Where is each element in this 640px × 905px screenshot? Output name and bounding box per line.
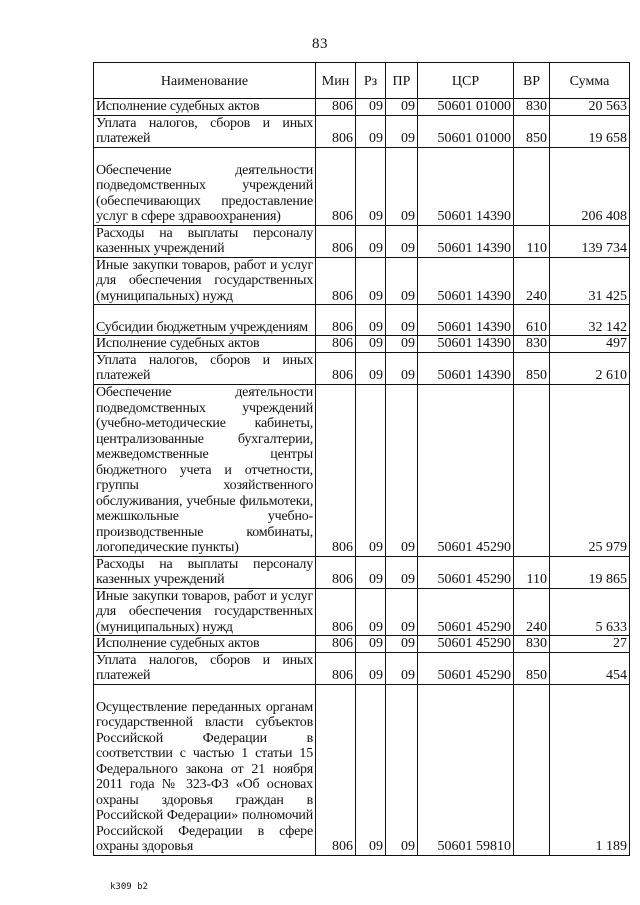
cell-name: Уплата налогов, сборов и иных платежей (94, 115, 316, 147)
cell-rz: 09 (356, 684, 386, 855)
cell-pr: 09 (386, 684, 418, 855)
table-row (94, 556, 630, 588)
table-row (94, 588, 630, 636)
cell-csr: 50601 01000 (418, 99, 514, 116)
cell-csr: 50601 14390 (418, 352, 514, 384)
header-rz: Рз (356, 63, 386, 99)
cell-rz: 09 (356, 305, 386, 336)
cell-vr (514, 684, 550, 855)
cell-rz: 09 (356, 147, 386, 225)
cell-csr: 50601 14390 (418, 225, 514, 257)
cell-rz: 09 (356, 225, 386, 257)
cell-vr: 610 (514, 305, 550, 336)
cell-rz: 09 (356, 99, 386, 116)
budget-table (93, 62, 630, 856)
cell-pr: 09 (386, 305, 418, 336)
cell-pr: 09 (386, 556, 418, 588)
cell-sum: 19 658 (550, 115, 630, 147)
cell-rz: 09 (356, 588, 386, 636)
cell-min: 806 (316, 684, 356, 855)
cell-min: 806 (316, 147, 356, 225)
cell-name: Исполнение судебных актов (94, 99, 316, 116)
cell-sum: 206 408 (550, 147, 630, 225)
table-row (94, 225, 630, 257)
cell-vr (514, 147, 550, 225)
header-min: Мин (316, 63, 356, 99)
cell-rz: 09 (356, 336, 386, 353)
header-name: Наименование (94, 63, 316, 99)
header-csr: ЦСР (418, 63, 514, 99)
header-sum: Сумма (550, 63, 630, 99)
cell-rz: 09 (356, 556, 386, 588)
cell-csr: 50601 45290 (418, 384, 514, 556)
cell-pr: 09 (386, 652, 418, 684)
cell-name: Исполнение судебных актов (94, 336, 316, 353)
cell-vr: 830 (514, 99, 550, 116)
cell-min: 806 (316, 352, 356, 384)
cell-rz: 09 (356, 115, 386, 147)
cell-vr: 830 (514, 336, 550, 353)
table-row (94, 305, 630, 336)
cell-sum: 1 189 (550, 684, 630, 855)
cell-vr: 110 (514, 556, 550, 588)
cell-pr: 09 (386, 257, 418, 305)
cell-min: 806 (316, 115, 356, 147)
cell-sum: 25 979 (550, 384, 630, 556)
cell-name: Субсидии бюджетным учреждениям (94, 305, 316, 336)
cell-name: Обеспечение деятельности подведомственных учреждений (обеспечивающих предоставление услуг в сфере здравоохранения) (94, 147, 316, 225)
cell-rz: 09 (356, 384, 386, 556)
cell-csr: 50601 45290 (418, 636, 514, 653)
cell-sum: 31 425 (550, 257, 630, 305)
cell-min: 806 (316, 588, 356, 636)
table-row (94, 684, 630, 855)
cell-min: 806 (316, 652, 356, 684)
cell-rz: 09 (356, 257, 386, 305)
cell-vr (514, 384, 550, 556)
cell-name: Исполнение судебных актов (94, 636, 316, 653)
cell-sum: 497 (550, 336, 630, 353)
table-row (94, 652, 630, 684)
cell-rz: 09 (356, 652, 386, 684)
cell-pr: 09 (386, 225, 418, 257)
cell-pr: 09 (386, 336, 418, 353)
cell-min: 806 (316, 257, 356, 305)
cell-sum: 20 563 (550, 99, 630, 116)
header-vr: ВР (514, 63, 550, 99)
cell-name: Осуществление переданных органам государственной власти субъектов Российской Федерации в соответствии с частью 1 статьи 15 Федерального закона от 21 ноября 2011 года № 323-ФЗ «Об основах охраны здоровья граждан в Российской Федерации» полномочий Российской Федерации в сфере охраны здоровья (94, 684, 316, 855)
cell-pr: 09 (386, 115, 418, 147)
cell-sum: 32 142 (550, 305, 630, 336)
cell-min: 806 (316, 556, 356, 588)
table-row (94, 99, 630, 116)
cell-vr: 240 (514, 588, 550, 636)
cell-min: 806 (316, 336, 356, 353)
table-row (94, 384, 630, 556)
cell-vr: 850 (514, 115, 550, 147)
cell-min: 806 (316, 636, 356, 653)
cell-name: Иные закупки товаров, работ и услуг для обеспечения государственных (муниципальных) нужд (94, 257, 316, 305)
cell-min: 806 (316, 305, 356, 336)
cell-csr: 50601 45290 (418, 588, 514, 636)
cell-csr: 50601 45290 (418, 652, 514, 684)
cell-name: Расходы на выплаты персоналу казенных учреждений (94, 225, 316, 257)
cell-name: Уплата налогов, сборов и иных платежей (94, 352, 316, 384)
cell-csr: 50601 01000 (418, 115, 514, 147)
cell-name: Расходы на выплаты персоналу казенных учреждений (94, 556, 316, 588)
cell-rz: 09 (356, 352, 386, 384)
cell-vr: 850 (514, 652, 550, 684)
cell-sum: 5 633 (550, 588, 630, 636)
cell-sum: 27 (550, 636, 630, 653)
cell-sum: 2 610 (550, 352, 630, 384)
table-row (94, 336, 630, 353)
cell-csr: 50601 14390 (418, 147, 514, 225)
cell-name: Иные закупки товаров, работ и услуг для обеспечения государственных (муниципальных) нужд (94, 588, 316, 636)
page-number: 83 (312, 36, 328, 52)
cell-sum: 19 865 (550, 556, 630, 588)
cell-pr: 09 (386, 352, 418, 384)
cell-vr: 110 (514, 225, 550, 257)
footer-code: k309 b2 (110, 882, 148, 892)
table-row (94, 147, 630, 225)
cell-min: 806 (316, 99, 356, 116)
cell-sum: 139 734 (550, 225, 630, 257)
table-header-row (94, 63, 630, 99)
table-row (94, 115, 630, 147)
cell-pr: 09 (386, 588, 418, 636)
cell-pr: 09 (386, 384, 418, 556)
cell-min: 806 (316, 225, 356, 257)
cell-pr: 09 (386, 99, 418, 116)
table-row (94, 636, 630, 653)
cell-pr: 09 (386, 636, 418, 653)
cell-csr: 50601 14390 (418, 336, 514, 353)
cell-vr: 850 (514, 352, 550, 384)
cell-name: Уплата налогов, сборов и иных платежей (94, 652, 316, 684)
cell-min: 806 (316, 384, 356, 556)
cell-csr: 50601 14390 (418, 305, 514, 336)
cell-sum: 454 (550, 652, 630, 684)
cell-pr: 09 (386, 147, 418, 225)
cell-rz: 09 (356, 636, 386, 653)
cell-csr: 50601 14390 (418, 257, 514, 305)
header-pr: ПР (386, 63, 418, 99)
table-row (94, 352, 630, 384)
cell-csr: 50601 45290 (418, 556, 514, 588)
cell-name: Обеспечение деятельности подведомственных учреждений (учебно-методические кабинеты, централизованные бухгалтерии, межведомственные центры бюджетного учета и отчетности, группы хозяйственного обслуживания, учебные фильмотеки, межшкольные учебно-производственные комбинаты, логопедические пункты) (94, 384, 316, 556)
cell-vr: 830 (514, 636, 550, 653)
cell-csr: 50601 59810 (418, 684, 514, 855)
table-body (94, 99, 630, 856)
cell-vr: 240 (514, 257, 550, 305)
table-row (94, 257, 630, 305)
